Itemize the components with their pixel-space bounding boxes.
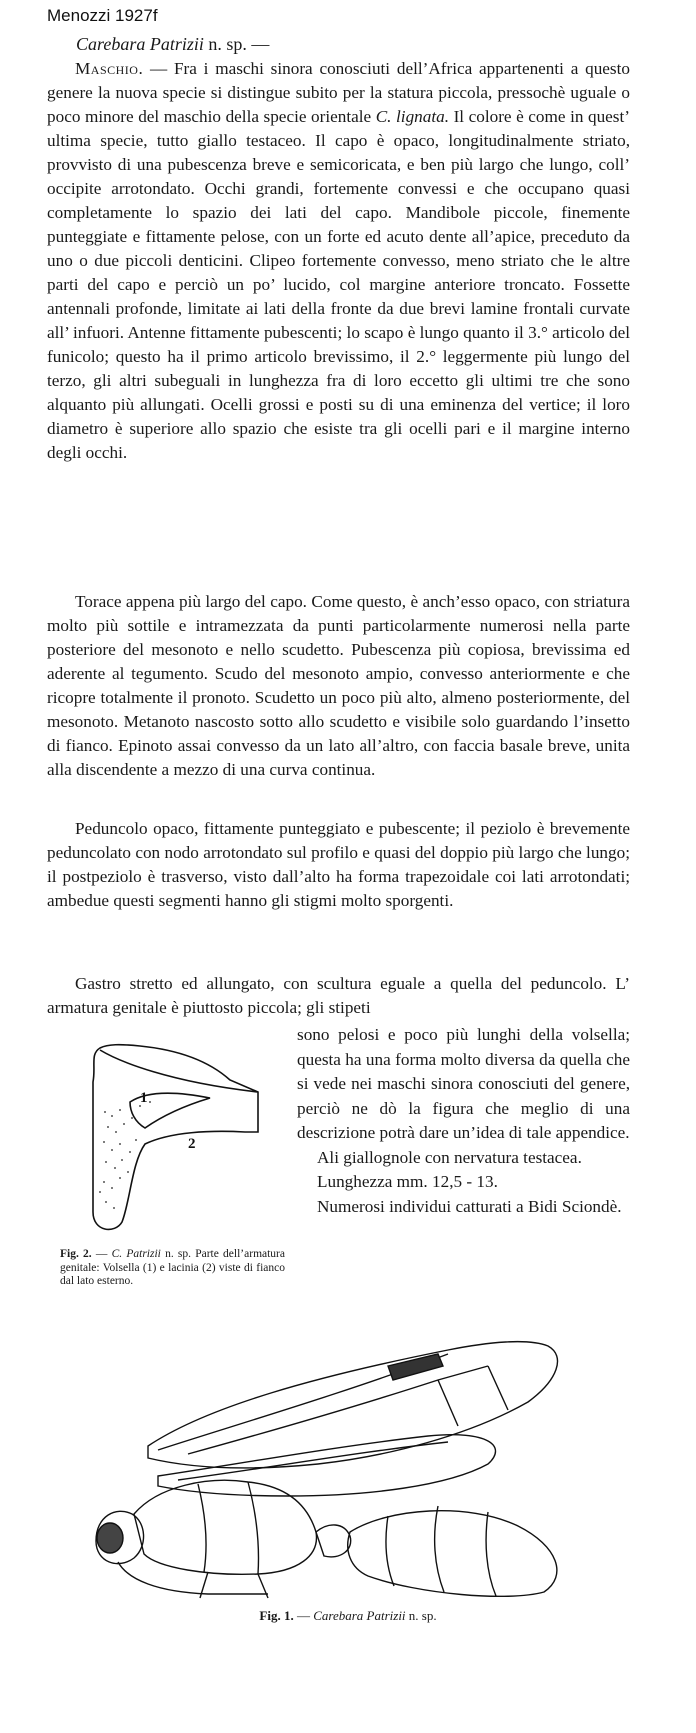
- forewing-vein-3: [438, 1380, 458, 1426]
- paragraph-peduncolo: [47, 817, 630, 913]
- species-suffix: n. sp. —: [208, 34, 270, 54]
- species-name: Carebara Patrizii: [76, 34, 204, 54]
- paragraph-gastro-text: Gastro stretto ed allungato, con scultura eguale a quella del peduncolo. L’ armatura genitale è piuttosto piccola; gli stipeti: [47, 974, 630, 1017]
- forewing-vein-4: [488, 1366, 508, 1410]
- gaster-outline: [348, 1511, 557, 1597]
- figure-1-drawing: [88, 1336, 582, 1602]
- species-heading: [76, 34, 269, 55]
- fig2-caption-rest: n. sp. Parte dell’armatura genitale: Volsella (1) e lacinia (2) viste di fianco dal lato esterno.: [60, 1248, 285, 1287]
- fig2-caption-species: C. Patrizii: [111, 1248, 161, 1260]
- volsella-edge-line: [100, 1050, 258, 1092]
- p1-text2: Il colore è come in quest’ ultima specie, tutto giallo testaceo. Il capo è opaco, longitudinalmente striato, provvisto di una pubescenza breve e semicoricata, e ben più largo che lungo, coll’ occipite arrotondato. Occhi grandi, fortemente convessi e che occupano quasi completamente lo spazio dei lati del capo. Mandibole piccole, finemente punteggiate e fittamente pelose, con un forte ed acuto dente all’apice, preceduto da uno o due piccoli denticini. Clipeo fortemente convesso, meno striato che le altre parti del capo e perciò un po’ lucido, col margine anteriore troncato. Fossette antennali profonde, limitate ai lati della fronte da due brevi lamine frontali curvate all’ infuori. Antenne fittamente pubescenti; lo scapo è lungo quanto il 3.° articolo del funicolo; questo ha il primo articolo brevissimo, il 2.° leggermente più lungo del terzo, gli altri subeguali in lunghezza fra di loro eccetto gli ultimi tre che sono alquanto più allungati. Ocelli grossi e posti su di una eminenza del vertice; il loro diametro è superiore allo spazio che esiste tra gli ocelli pari e il margine interno degli occhi.: [47, 107, 630, 462]
- volsella-outline: [93, 1045, 258, 1230]
- side-paragraph-stipeti: sono pelosi e poco più lunghi della volsella; questa ha una forma molto diversa da quella che si vede nei maschi sinora conosciuti del genere, perciò ne dò la figura che meglio di una descrizione potrà dare un’idea di tale appendice.: [297, 1025, 630, 1142]
- side-paragraph-lunghezza: Lunghezza mm. 12,5 - 13.: [317, 1172, 498, 1191]
- fig1-caption-species: Carebara Patrizii: [313, 1608, 406, 1623]
- label-1: 1: [140, 1090, 148, 1106]
- reference-label: Menozzi 1927f: [47, 6, 158, 25]
- paragraph-head: [47, 57, 630, 465]
- p1-text: — Fra i maschi sinora conosciuti dell’Africa appartenenti a questo genere la nuova specie si distingue subito per la statura piccola, pressochè uguale o poco minore del maschio della specie orientale: [47, 59, 630, 126]
- figure-1-caption: [0, 1608, 696, 1624]
- fig1-caption-dash: —: [293, 1608, 314, 1623]
- figure-2-caption: [60, 1248, 285, 1289]
- side-column-text: [297, 1023, 630, 1219]
- hindwing-outline: [158, 1435, 496, 1496]
- forewing-outline: [148, 1342, 558, 1468]
- eye: [97, 1523, 123, 1553]
- side-paragraph-ali: Ali giallognole con nervatura testacea.: [317, 1147, 582, 1167]
- figure-2-drawing: [60, 1032, 285, 1246]
- paragraph-torace: [47, 590, 630, 782]
- gaster-segment-1: [386, 1516, 394, 1586]
- paragraph-torace-text: Torace appena più largo del capo. Come questo, è anch’esso opaco, con striatura molto più sottile e intramezzata da punti particolarmente numerosi nella parte posteriore del mesonoto e nello scudetto. Pubescenza più copiosa, brevissima ed aderente al tegumento. Scudo del mesonoto ampio, convesso anteriormente e che ricopre totalmente il pronoto. Scudetto un poco più alto, almeno posteriormente, del mesonoto. Metanoto nascosto sotto allo scudetto e visibile solo guardando l’insetto di fianco. Epinoto assai convesso da un lato all’altro, con faccia basale breve, unita alla discendente a mezzo di una curva continua.: [47, 592, 630, 779]
- p1-species: C. lignata.: [375, 107, 450, 126]
- fig1-caption-label: Fig. 1.: [259, 1608, 294, 1623]
- gaster-segment-2: [435, 1506, 444, 1592]
- mesosoma-suture: [198, 1484, 206, 1572]
- hair-stipple: [99, 1101, 151, 1209]
- fig1-caption-rest: n. sp.: [405, 1608, 437, 1623]
- petiole: [316, 1525, 351, 1557]
- side-paragraph-individui: Numerosi individui catturati a Bidi Sciondè.: [317, 1196, 622, 1216]
- gaster-segment-3: [486, 1512, 496, 1596]
- label-2: 2: [188, 1136, 196, 1152]
- paragraph-gastro: [47, 972, 630, 1020]
- fig2-caption-dash: —: [91, 1248, 112, 1260]
- maschio-label: Maschio.: [75, 59, 144, 78]
- antenna: [118, 1562, 268, 1594]
- paragraph-maschio: [47, 57, 630, 465]
- forewing-vein-2: [188, 1366, 488, 1454]
- paragraph-peduncolo-text: Peduncolo opaco, fittamente punteggiato e pubescente; il peziolo è brevemente peduncolato con nodo arrotondato sul profilo e quasi del doppio più largo che lungo; il postpeziolo è trasverso, visto dall’alto ha forma trapezoidale coi lati arrotondati; ambedue questi segmenti hanno gli stigmi molto sporgenti.: [47, 819, 630, 910]
- stigma-hatch: [388, 1354, 443, 1380]
- fig2-caption-label: Fig. 2.: [60, 1248, 92, 1260]
